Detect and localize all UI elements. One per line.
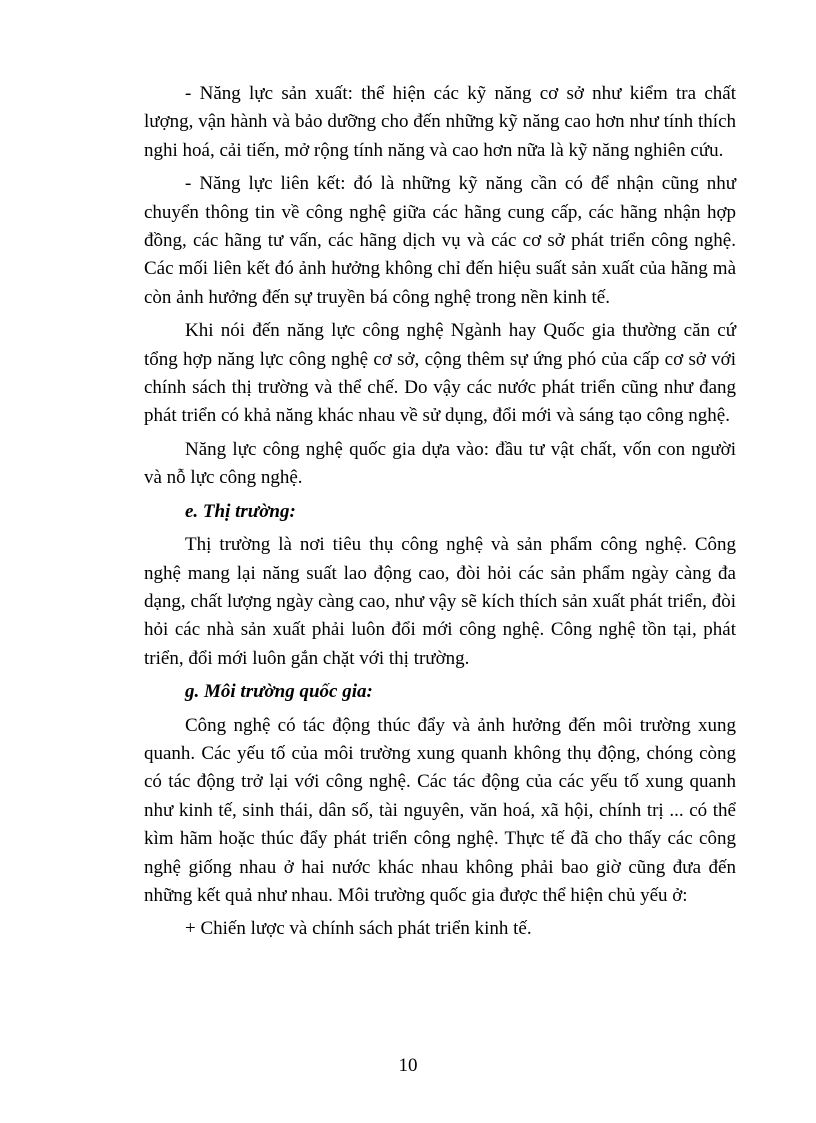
page-number: 10: [398, 1055, 418, 1076]
bullet-strategy: + Chiến lược và chính sách phát triển kinh tế.: [185, 918, 532, 940]
section-heading-environment: g. Môi trường quốc gia:: [185, 681, 373, 703]
section-heading-market: e. Thị trường:: [185, 500, 296, 522]
paragraph-linkage-capacity: - Năng lực liên kết: đó là những kỹ năng cần có để nhận cũng như chuyển thông tin về công nghệ giữa các hãng cung cấp, các hãng nhận hợp đồng, các hãng tư vấn, các hãng dịch vụ và các cơ sở phát triển công nghệ. Các mối liên kết đó ảnh hưởng không chỉ đến hiệu suất sản xuất của hãng mà còn ảnh hưởng đến sự truyền bá công nghệ trong nền kinh tế.: [144, 173, 736, 308]
paragraph-market: Thị trường là nơi tiêu thụ công nghệ và sản phẩm công nghệ. Công nghệ mang lại năng suất lao động cao, đòi hỏi các sản phẩm ngày càng đa dạng, chất lượng ngày càng cao, như vậy sẽ kích thích sản xuất phát triển, đòi hỏi các nhà sản xuất phải luôn đổi mới công nghệ. Công nghệ tồn tại, phát triển, đổi mới luôn gắn chặt với thị trường.: [144, 534, 736, 669]
document-body: [144, 80, 736, 944]
paragraph-national-basis: Năng lực công nghệ quốc gia dựa vào: đầu tư vật chất, vốn con người và nỗ lực công nghệ.: [144, 438, 736, 489]
paragraph-environment: Công nghệ có tác động thúc đẩy và ảnh hưởng đến môi trường xung quanh. Các yếu tố của môi trường xung quanh không thụ động, chóng còng có tác động trở lại với công nghệ. Các tác động của các yếu tố xung quanh như kinh tế, sinh thái, dân số, tài nguyên, văn hoá, xã hội, chính trị ... có thể kìm hãm hoặc thúc đẩy phát triển công nghệ. Thực tế đã cho thấy các công nghệ giống nhau ở hai nước khác nhau không phải bao giờ cũng đưa đến những kết quả như nhau. Môi trường quốc gia được thể hiện chủ yếu ở:: [144, 714, 736, 906]
paragraph-production-capacity: - Năng lực sản xuất: thể hiện các kỹ năng cơ sở như kiểm tra chất lượng, vận hành và bảo dưỡng cho đến những kỹ năng cao hơn như tính thích nghi hoá, cải tiến, mở rộng tính năng và cao hơn nữa là kỹ năng nghiên cứu.: [144, 83, 736, 161]
paragraph-national-capacity: Khi nói đến năng lực công nghệ Ngành hay Quốc gia thường căn cứ tổng hợp năng lực công nghệ cơ sở, cộng thêm sự ứng phó của cấp cơ sở với chính sách thị trường và thể chế. Do vậy các nước phát triển cũng như đang phát triển có khả năng khác nhau về sử dụng, đổi mới và sáng tạo công nghệ.: [144, 320, 736, 427]
